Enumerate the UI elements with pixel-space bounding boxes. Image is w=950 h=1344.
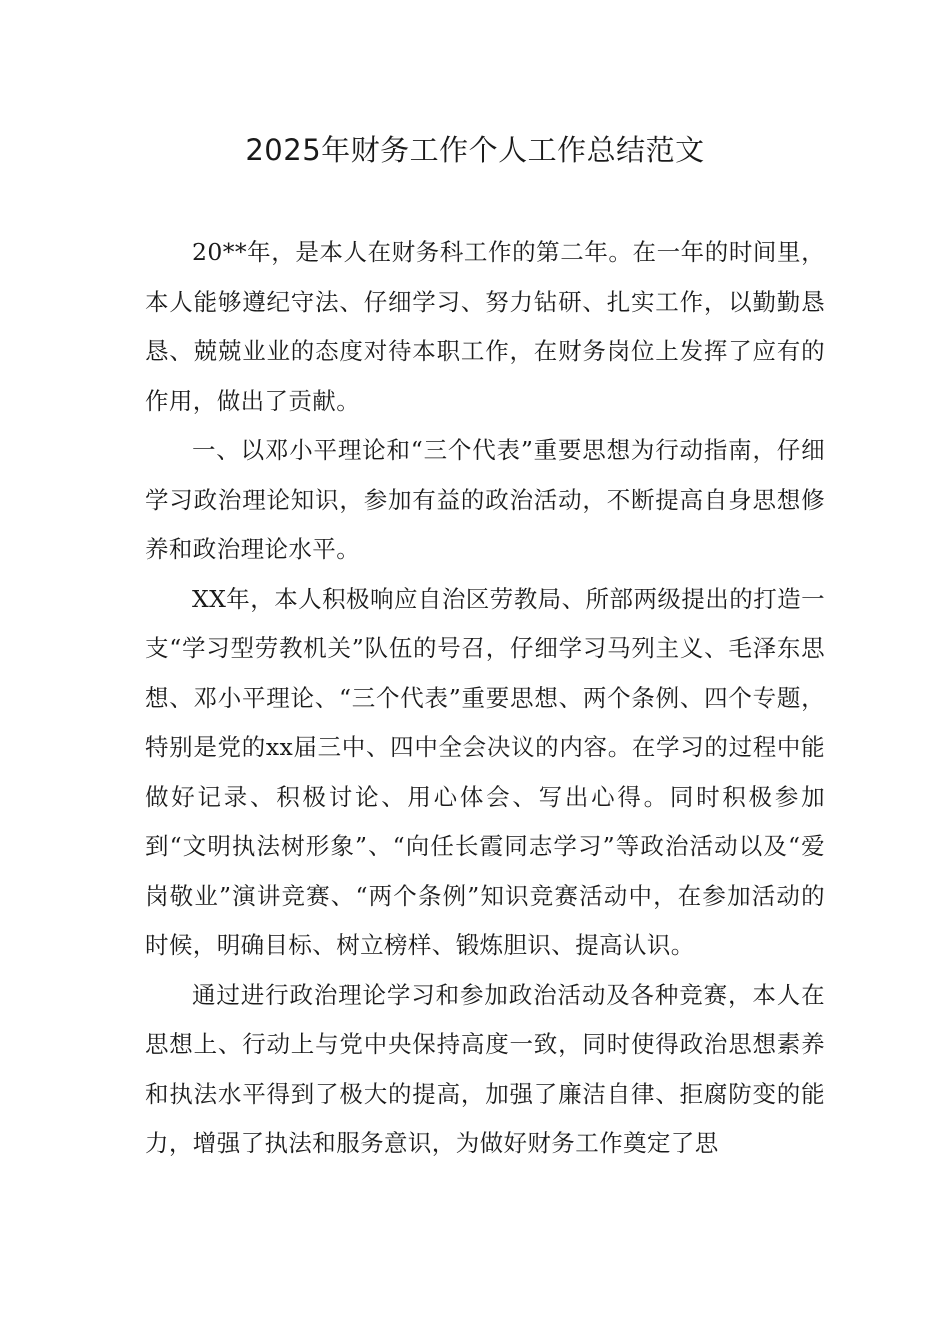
paragraph-intro: 20**年，是本人在财务科工作的第二年。在一年的时间里，本人能够遵纪守法、仔细学习、努力钻研、扎实工作，以勤勤恳恳、兢兢业业的态度对待本职工作，在财务岗位上发挥了应有的作用，做出了贡献。 <box>145 238 825 415</box>
paragraph-section-one-heading: 一、以邓小平理论和“三个代表”重要思想为行动指南，仔细学习政治理论知识，参加有益的政治活动，不断提高自身思想修养和政治理论水平。 <box>145 436 825 563</box>
paragraph-study-activities: XX年，本人积极响应自治区劳教局、所部两级提出的打造一支“学习型劳教机关”队伍的号召，仔细学习马列主义、毛泽东思想、邓小平理论、“三个代表”重要思想、两个条例、四个专题，特别是党的xx届三中、四中全会决议的内容。在学习的过程中能做好记录、积极讨论、用心体会、写出心得。同时积极参加到“文明执法树形象”、“向任长霞同志学习”等政治活动以及“爱岗敬业”演讲竞赛、“两个条例”知识竞赛活动中，在参加活动的时候，明确目标、树立榜样、锻炼胆识、提高认识。 <box>145 584 825 959</box>
paragraph-results: 通过进行政治理论学习和参加政治活动及各种竞赛，本人在思想上、行动上与党中央保持高度一致，同时使得政治思想素养和执法水平得到了极大的提高，加强了廉洁自律、拒腐防变的能力，增强了执法和服务意识，为做好财务工作奠定了思 <box>145 980 825 1157</box>
document-title: 2025年财务工作个人工作总结范文 <box>245 133 705 167</box>
document-body <box>145 228 825 1169</box>
